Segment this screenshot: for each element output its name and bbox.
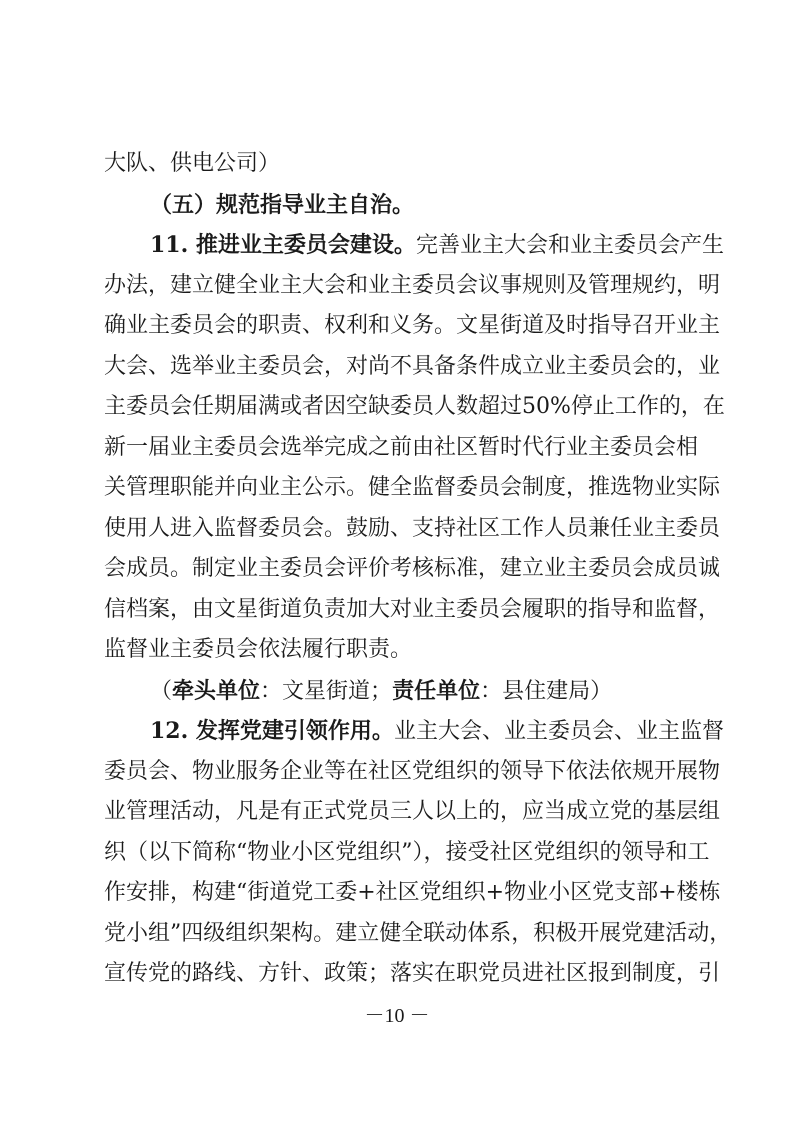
- section-five-heading: （五）规范指导业主自治。: [150, 191, 415, 218]
- item-12-line: 党小组”四级组织架构。建立健全联动体系，积极开展党建活动，: [104, 920, 732, 946]
- item-12-line: 委员会、物业服务企业等在社区党组织的领导下依法依规开展物: [104, 758, 721, 784]
- item-11-responsibility: [150, 676, 696, 706]
- item-12-line1-text: 业主大会、业主委员会、业主监督: [393, 719, 724, 744]
- lead-unit-colon: ：: [260, 678, 283, 704]
- item-12-line: 宣传党的路线、方针、政策；落实在职党员进社区报到制度，引: [104, 961, 721, 986]
- item-11-line: 关管理职能并向业主公示。健全监督委员会制度，推选物业实际: [104, 475, 721, 500]
- item-12-line: 作安排，构建“街道党工委+社区党组织+物业小区党支部+楼栋: [104, 880, 721, 905]
- item-11-line: 监督业主委员会依法履行职责。: [104, 637, 413, 662]
- intro-continuation: 大队、供电公司）: [104, 151, 281, 176]
- item-11-line: 使用人进入监督委员会。鼓励、支持社区工作人员兼任业主委员: [104, 515, 721, 541]
- responsibility-open-paren: （: [150, 678, 173, 704]
- responsible-unit-label: 责任单位: [392, 677, 481, 704]
- page-number: －10 －: [364, 1005, 430, 1027]
- lead-unit-label: 牵头单位: [172, 677, 261, 704]
- item-11-line: 主委员会任期届满或者因空缺委员人数超过50%停止工作的，在: [104, 394, 725, 419]
- item-11-line: 办法，建立健全业主大会和业主委员会议事规则及管理规约，明: [104, 272, 721, 298]
- item-11-title: 11. 推进业主委员会建设。: [150, 232, 416, 258]
- item-11-line: 大会、选举业主委员会，对尚不具备条件成立业主委员会的，业: [104, 353, 721, 379]
- item-12-line: 业管理活动，凡是有正式党员三人以上的，应当成立党的基层组: [104, 799, 721, 824]
- lead-unit-value: 文星街道；: [282, 678, 393, 704]
- item-12-title: 12. 发挥党建引领作用。: [150, 718, 394, 744]
- item-11-line: 会成员。制定业主委员会评价考核标准，建立业主委员会成员诚: [104, 556, 721, 581]
- item-11-line1-text: 完善业主大会和业主委员会产生: [415, 233, 724, 258]
- item-11-line: 信档案，由文星街道负责加大对业主委员会履职的指导和监督，: [104, 596, 721, 622]
- item-11-first-line: [150, 230, 724, 260]
- item-11-line: 确业主委员会的职责、权利和义务。文星街道及时指导召开业主: [104, 313, 721, 338]
- responsible-unit-value: 县住建局）: [502, 678, 613, 704]
- responsible-unit-colon: ：: [480, 678, 503, 704]
- item-12-first-line: [150, 716, 724, 746]
- item-11-line: 新一届业主委员会选举完成之前由社区暂时代行业主委员会相: [104, 434, 699, 460]
- item-12-line: 织（以下简称“物业小区党组织”），接受社区党组织的领导和工: [104, 839, 710, 865]
